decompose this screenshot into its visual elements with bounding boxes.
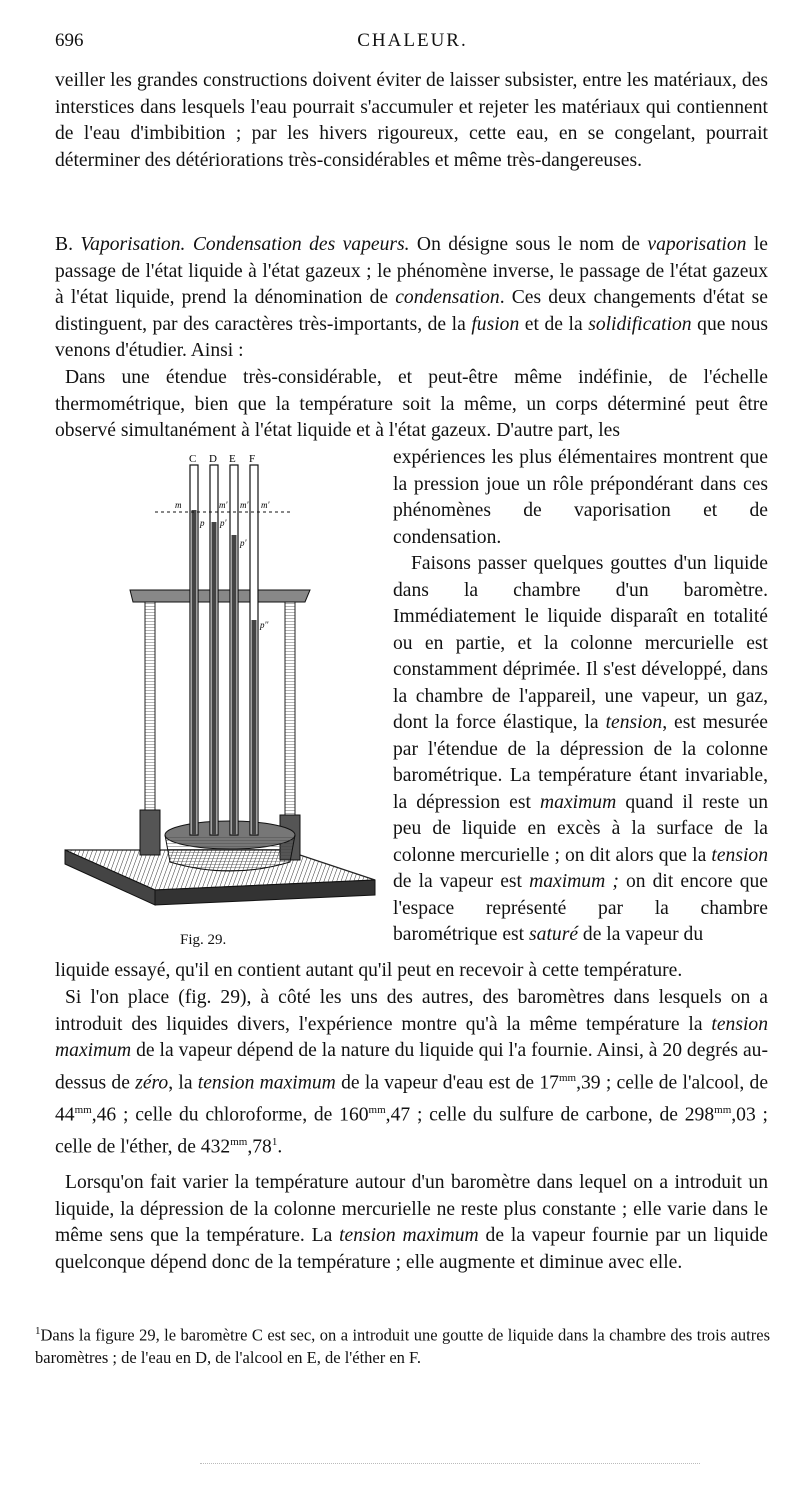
p-label: p' bbox=[240, 538, 247, 548]
page-header bbox=[55, 30, 770, 56]
section-letter: B. bbox=[55, 234, 81, 255]
term-zero: zéro bbox=[135, 1072, 169, 1094]
level-label-m: m bbox=[175, 500, 182, 510]
paragraph-text: liquide essayé, qu'il en contient autant qu'il peut en recevoir à cette température. bbox=[55, 960, 683, 981]
term-maximum: maximum bbox=[540, 791, 617, 813]
side-text-column bbox=[393, 445, 768, 949]
paragraph-vaporisation-definition bbox=[55, 232, 768, 365]
text-run: , est mesurée par l'étendue de la dépression de la colonne barométrique. La température étant invariable, la dépression est bbox=[393, 712, 768, 813]
footnote-marker: 1 bbox=[35, 1325, 41, 1337]
term-tension-maximum: tension maximum bbox=[339, 1225, 479, 1246]
text-run: On désigne sous le nom de bbox=[409, 234, 648, 255]
level-label-m-prime: m' bbox=[219, 500, 228, 510]
term-solidification: solidification bbox=[588, 313, 692, 335]
p-label: p'' bbox=[260, 620, 269, 630]
term-vaporisation: vaporisation bbox=[647, 234, 747, 255]
term-tension-maximum: tension maximum bbox=[55, 1013, 768, 1061]
text-run: de la vapeur du bbox=[578, 924, 704, 945]
level-label-m-prime: m' bbox=[240, 500, 249, 510]
column-letter-c: C bbox=[189, 453, 197, 465]
text-run: quand il reste un peu de liquide en excès à la surface de la colonne mercurielle ; on dit alors que la bbox=[393, 791, 768, 866]
term-fusion: fusion bbox=[471, 313, 520, 335]
barometer-apparatus-illustration bbox=[55, 450, 385, 930]
footnote-reference[interactable]: 1 bbox=[271, 1135, 278, 1148]
term-maximum: maximum ; bbox=[529, 871, 619, 892]
paragraph-barometer-chamber bbox=[393, 551, 768, 949]
text-run: que nous venons d'étudier. Ainsi : bbox=[55, 313, 768, 361]
unit-mm: mm bbox=[230, 1135, 248, 1148]
text-run: ,46 ; celle du chloroforme, de 160 bbox=[91, 1104, 369, 1126]
paragraph-experiences bbox=[393, 445, 768, 551]
section-title: Vaporisation. Condensation des vapeurs. bbox=[80, 234, 410, 255]
text-run: de la vapeur dépend de la nature du liquide qui l'a fournie. Ainsi, à 20 degrés au-dessus de bbox=[55, 1040, 768, 1094]
column-letter-d: D bbox=[209, 453, 217, 465]
text-run: Lorsqu'on fait varier la température autour d'un baromètre dans lequel on a introduit un liquide, la dépression de la colonne mercurielle ne reste plus constante ; elle varie dans le même sens que la température. La bbox=[55, 1172, 768, 1246]
p-label: p' bbox=[220, 518, 227, 528]
footnote-text: Dans la figure 29, le baromètre C est sec, on a introduit une goutte de liquide dans la chambre des trois autres baromètres ; de l'eau en D, de l'alcool en E, de l'éther en F. bbox=[35, 1325, 770, 1367]
text-run: et de la bbox=[519, 313, 589, 335]
p-label: p bbox=[200, 518, 205, 528]
page-number: 696 bbox=[55, 30, 84, 51]
top-shelf bbox=[130, 590, 310, 602]
term-tension: tension bbox=[711, 844, 768, 866]
text-run: de la vapeur d'eau est de 17 bbox=[335, 1072, 559, 1094]
footnote bbox=[35, 1320, 770, 1369]
paragraph-text: expériences les plus élémentaires montrent que la pression joue un rôle prépondérant dans ces phénomènes de vaporisation et de condensation. bbox=[393, 447, 768, 548]
paragraph-liquide-essaye bbox=[55, 958, 768, 985]
text-run: de la vapeur fournie par un liquide quelconque dépend donc de la température ; elle augmente et diminue avec elle. bbox=[55, 1225, 768, 1273]
page-bleed-through bbox=[200, 1463, 700, 1467]
term-condensation: condensation bbox=[395, 287, 500, 308]
column-letter-e: E bbox=[229, 453, 236, 465]
running-title: CHALEUR. bbox=[357, 30, 468, 51]
text-run: de la vapeur est bbox=[393, 871, 530, 892]
column-letter-f: F bbox=[249, 453, 256, 465]
paragraph-thermometric-scale bbox=[55, 365, 768, 445]
level-label-m-prime: m' bbox=[261, 500, 270, 510]
text-run: Faisons passer quelques gouttes d'un liquide dans la chambre d'un baromètre. Immédiatement le liquide disparaît en totalité ou en partie, et la colonne mercurielle est constamment déprimée. Il s'est développé, dans la chambre de l'appareil, une vapeur, un gaz, dont la force élastique, la bbox=[393, 553, 768, 733]
term-sature: saturé bbox=[529, 924, 579, 945]
paragraph-text: veiller les grandes constructions doivent éviter de laisser subsister, entre les matériaux, des interstices dans lesquels l'eau pourrait s'accumuler et rejeter les matériaux qui contiennent de l'eau d'imbibition ; par les hivers rigoureux, cette eau, en se congelant, pourrait déterminer des détériorations très-considérables et même très-dangereuses. bbox=[55, 70, 768, 171]
text-run: ,03 ; celle de l'éther, de 432 bbox=[55, 1104, 768, 1158]
text-run: ,78 bbox=[247, 1136, 272, 1158]
figure-barometers bbox=[55, 450, 385, 955]
unit-mm: mm bbox=[714, 1103, 732, 1116]
figure-caption: Fig. 29. bbox=[180, 932, 227, 948]
paragraph-temperature-variation bbox=[55, 1170, 768, 1276]
paragraph-tension-values bbox=[55, 985, 768, 1161]
text-run: ,39 ; celle de l'alcool, de 44 bbox=[55, 1072, 769, 1126]
text-run: on dit encore que l'espace représenté par la chambre barométrique est bbox=[393, 871, 768, 945]
paragraph-construction bbox=[55, 68, 768, 174]
text-run: ,47 ; celle du sulfure de carbone, de 298 bbox=[385, 1104, 715, 1126]
term-tension: tension bbox=[605, 712, 663, 733]
unit-mm: mm bbox=[368, 1103, 386, 1116]
text-run: le passage de l'état liquide à l'état gazeux ; le phénomène inverse, le passage de l'état gazeux à l'état liquide, prend la dénomination de bbox=[55, 234, 769, 308]
text-run: . bbox=[277, 1136, 283, 1158]
text-run: , la bbox=[168, 1072, 198, 1094]
term-tension-maximum: tension maximum bbox=[197, 1072, 336, 1094]
text-run: . Ces deux changements d'état se distinguent, par des caractères très-importants, de la bbox=[55, 287, 768, 335]
text-run: Si l'on place (fig. 29), à côté les uns des autres, des baromètres dans lesquels on a introduit des liquides divers, l'expérience montre qu'à la même température la bbox=[55, 987, 768, 1035]
unit-mm: mm bbox=[74, 1103, 92, 1116]
paragraph-text: Dans une étendue très-considérable, et peut-être même indéfinie, de l'échelle thermométrique, bien que la température soit la même, un corps déterminé peut être observé simultanément à l'état liquide et à l'état gazeux. D'autre part, les bbox=[55, 367, 768, 441]
unit-mm: mm bbox=[558, 1071, 577, 1084]
